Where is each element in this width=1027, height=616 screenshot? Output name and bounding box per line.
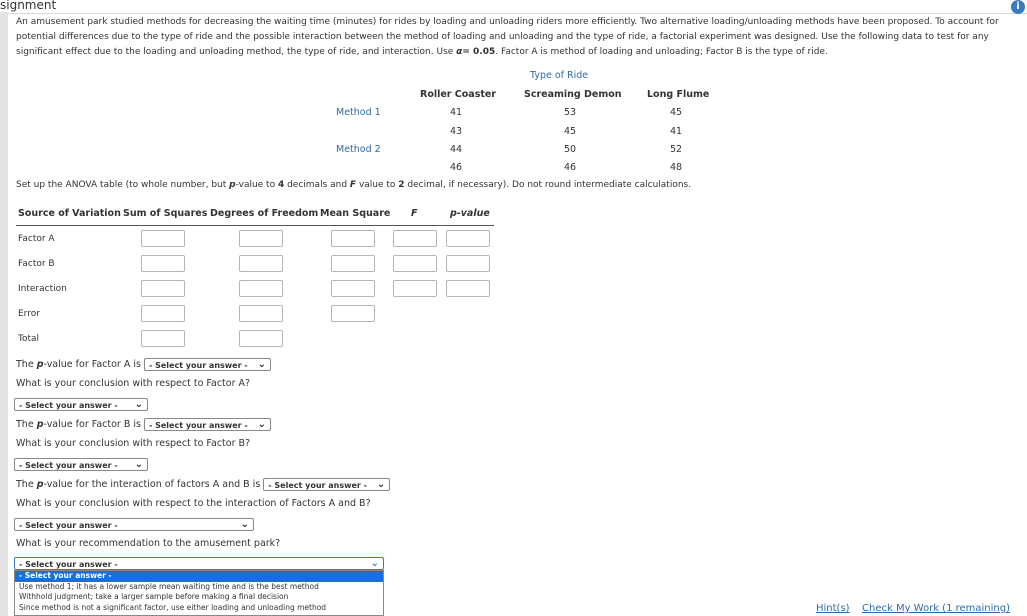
question-conclusion-interaction: What is your conclusion with respect to the interaction of Factors A and B?	[16, 498, 371, 509]
ms-factor-b-input[interactable]	[331, 255, 375, 272]
instr-text: value to	[356, 180, 399, 190]
instr-F: F	[349, 180, 357, 190]
question-conclusion-b: What is your conclusion with respect to Factor B?	[16, 438, 251, 449]
question-pvalue-interaction	[16, 478, 390, 491]
col-screaming-demon: Screaming Demon	[524, 89, 622, 100]
df-interaction-input[interactable]	[239, 280, 283, 297]
pvalue-factor-a-select[interactable]	[144, 358, 271, 371]
data-cell: 46	[450, 162, 463, 173]
q-text: The	[16, 419, 37, 430]
select-text: - Select your answer -	[19, 401, 118, 410]
intro-text-2: . Factor A is method of loading and unloading; Factor B is the type of ride.	[495, 47, 828, 57]
dropdown-option[interactable]: - Select your answer -	[15, 571, 383, 582]
chevron-down-icon: ⌄	[370, 558, 379, 569]
chevron-down-icon: ⌄	[240, 519, 249, 530]
instr-text: decimals and	[284, 180, 350, 190]
alpha-symbol: α	[456, 47, 463, 57]
q-text: -value for Factor B is	[43, 419, 141, 430]
ss-factor-a-input[interactable]	[141, 230, 185, 247]
hints-link[interactable]: Hint(s)	[816, 603, 850, 614]
ms-interaction-input[interactable]	[331, 280, 375, 297]
q-text: The	[16, 359, 37, 370]
ss-total-input[interactable]	[141, 330, 185, 347]
chevron-down-icon: ⌄	[134, 399, 143, 410]
anova-header-rule	[16, 225, 494, 226]
pvalue-interaction-input[interactable]	[446, 280, 490, 297]
data-cell: 46	[564, 162, 577, 173]
select-text: - Select your answer -	[19, 461, 118, 470]
df-error-input[interactable]	[239, 305, 283, 322]
f-factor-b-input[interactable]	[393, 255, 437, 272]
instr-text: decimal, if necessary). Do not round intermediate calculations.	[404, 180, 692, 190]
pvalue-interaction-select[interactable]	[263, 478, 390, 491]
anova-header-df: Degrees of Freedom	[210, 208, 319, 219]
dropdown-option[interactable]: Use method 1; it has a lower sample mean waiting time and is the best method	[19, 581, 319, 591]
question-recommendation: What is your recommendation to the amusement park?	[16, 538, 281, 549]
dropdown-option[interactable]: Since method is not a significant factor, use either loading and unloading method	[19, 602, 327, 612]
chevron-down-icon: ⌄	[257, 359, 266, 370]
f-factor-a-input[interactable]	[393, 230, 437, 247]
ss-interaction-input[interactable]	[141, 280, 185, 297]
data-cell: 48	[670, 162, 683, 173]
col-roller-coaster: Roller Coaster	[420, 89, 497, 100]
row-total: Total	[18, 334, 40, 344]
row-factor-a: Factor A	[18, 234, 55, 244]
anova-header-ss: Sum of Squares	[123, 208, 208, 219]
q-text: -value for Factor A is	[43, 359, 141, 370]
data-cell: 41	[670, 126, 683, 137]
question-conclusion-a: What is your conclusion with respect to Factor A?	[16, 378, 251, 389]
data-cell: 44	[450, 144, 463, 155]
select-text: - Select your answer -	[148, 361, 248, 370]
instr-two: 2	[398, 180, 405, 190]
q-p: p	[36, 419, 44, 430]
type-of-ride-label: Type of Ride	[530, 70, 589, 81]
q-text: The	[16, 479, 37, 490]
ms-error-input[interactable]	[331, 305, 375, 322]
anova-header-ms: Mean Square	[320, 208, 391, 219]
instr-p: p	[229, 180, 236, 190]
pvalue-factor-a-input[interactable]	[446, 230, 490, 247]
chevron-down-icon: ⌄	[376, 479, 386, 490]
data-cell: 43	[450, 126, 463, 137]
anova-header-f: F	[411, 208, 418, 219]
ss-error-input[interactable]	[141, 305, 185, 322]
intro-text-1: An amusement park studied methods for decreasing the waiting time (minutes) for rides by loading and unloading riders more efficiently. Two alternative loading/unloading methods have been proposed. To account for potential differences due to the type of ride and the possible interaction between the method of loading and unloading and the type of ride, a factorial experiment was designed. Use the following data to test for any significant effect due to the loading and unloading method, the type of ride, and interaction. Use	[16, 17, 999, 57]
recommendation-options-list	[14, 570, 384, 616]
chevron-down-icon: ⌄	[134, 459, 143, 470]
data-cell: 45	[670, 107, 683, 118]
check-my-work-link[interactable]: Check My Work (1 remaining)	[862, 603, 1011, 614]
left-gutter	[0, 12, 8, 616]
problem-statement	[16, 15, 1006, 60]
instr-text: Set up the ANOVA table (to whole number, but	[16, 180, 230, 190]
df-factor-b-input[interactable]	[239, 255, 283, 272]
ss-factor-b-input[interactable]	[141, 255, 185, 272]
data-cell: 50	[564, 144, 577, 155]
conclusion-b-select[interactable]	[14, 458, 148, 471]
df-factor-a-input[interactable]	[239, 230, 283, 247]
alpha-value: = 0.05	[462, 47, 496, 57]
instr-four: 4	[277, 180, 285, 190]
row-error: Error	[18, 309, 40, 319]
data-cell: 45	[564, 126, 577, 137]
data-cell: 41	[450, 107, 463, 118]
q-p: p	[36, 359, 44, 370]
method-1-label: Method 1	[336, 107, 381, 118]
chevron-down-icon: ⌄	[257, 419, 266, 430]
select-text: - Select your answer -	[268, 481, 367, 490]
col-long-flume: Long Flume	[647, 89, 710, 100]
question-pvalue-factor-b	[16, 418, 271, 431]
pvalue-factor-b-select[interactable]	[144, 418, 271, 431]
data-cell: 52	[670, 144, 683, 155]
anova-header-source: Source of Variation	[18, 208, 121, 219]
pvalue-factor-b-input[interactable]	[446, 255, 490, 272]
select-text: - Select your answer -	[149, 421, 248, 430]
q-text: -value for the interaction of factors A and B is	[43, 479, 261, 490]
conclusion-interaction-select[interactable]	[14, 518, 254, 531]
ms-factor-a-input[interactable]	[331, 230, 375, 247]
question-pvalue-factor-a	[16, 358, 271, 371]
instr-text: -value to	[235, 180, 278, 190]
anova-header-pvalue: p-value	[450, 208, 490, 219]
q-p: p	[36, 479, 44, 490]
row-factor-b: Factor B	[18, 259, 55, 269]
conclusion-a-select[interactable]	[14, 398, 148, 411]
select-text: - Select your answer -	[19, 521, 118, 530]
page-title: signment	[0, 0, 57, 12]
anova-instructions	[16, 180, 691, 190]
row-interaction: Interaction	[18, 284, 67, 294]
method-2-label: Method 2	[336, 144, 381, 155]
recommendation-select[interactable]	[14, 557, 384, 570]
data-cell: 53	[564, 107, 577, 118]
df-total-input[interactable]	[239, 330, 283, 347]
select-text: - Select your answer -	[19, 560, 118, 569]
dropdown-option[interactable]: Withhold judgment; take a larger sample before making a final decision	[19, 592, 289, 601]
f-interaction-input[interactable]	[393, 280, 437, 297]
header-divider	[8, 13, 1027, 14]
info-icon[interactable]: i	[1011, 0, 1025, 14]
